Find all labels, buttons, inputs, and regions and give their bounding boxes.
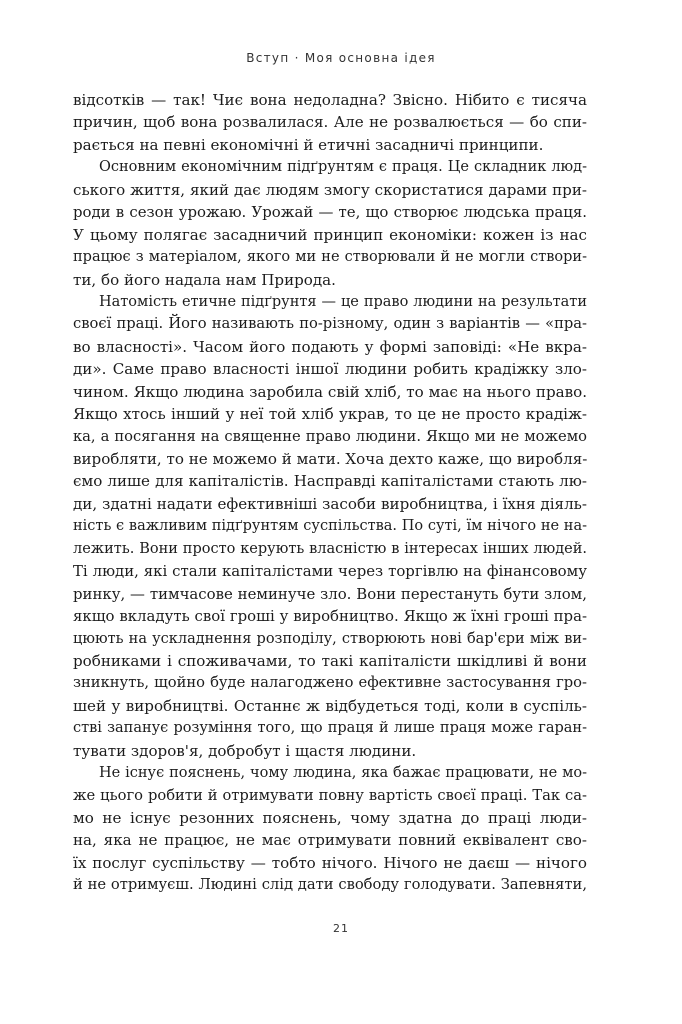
text-line: мо не існує резонних пояснень, чому здатна до праці люди- <box>73 809 587 827</box>
text-line: й не отримуєш. Людині слід дати свободу голодувати. Запевняти, <box>73 876 587 894</box>
text-line: виробляти, то не можемо й мати. Хоча дехто каже, що виробля- <box>73 450 588 468</box>
text-line: чином. Якщо людина заробила свій хліб, то має на нього право. <box>73 382 587 401</box>
text-line: Основним економічним підґрунтям є праця. Це складник люд- <box>99 159 587 176</box>
text-line: тувати здоров'я, добробут і щастя людини. <box>73 741 417 760</box>
text-line: У цьому полягає засадничий принцип економіки: кожен із нас <box>73 225 587 244</box>
text-line: же цього робити й отримувати повну вартість своєї праці. Так са- <box>73 786 587 804</box>
text-line: ди». Саме право власності іншої людини робить крадіжку зло- <box>73 360 587 379</box>
text-line: Якщо хтось інший у неї той хліб украв, то це не просто крадіж- <box>73 405 587 424</box>
text-line: рається на певні економічні й етичні засадничі принципи. <box>73 135 544 154</box>
text-line: ємо лише для капіталістів. Насправді капіталістами стають лю- <box>73 472 587 491</box>
body-text <box>73 89 587 897</box>
text-line: Натомість етичне підґрунтя — це право людини на результати <box>99 293 587 310</box>
text-line: якщо вкладуть свої гроші у виробництво. Якщо ж їхні гроші пра- <box>73 607 587 626</box>
text-line: ка, а посягання на священне право людини. Якщо ми не можемо <box>73 427 587 445</box>
text-line: ського життя, який дає людям змогу скористатися дарами при- <box>73 180 587 199</box>
text-line: ди, здатні надати ефективніші засоби виробництва, і їхня діяль- <box>73 494 587 513</box>
text-line: во власності». Часом його подають у формі заповіді: «Не вкра- <box>73 337 587 356</box>
text-line: відсотків — так! Чиє вона недоладна? Звісно. Нібито є тисяча <box>73 91 587 109</box>
text-line: Не існує пояснень, чому людина, яка бажає працювати, не мо- <box>99 765 587 782</box>
text-line: ти, бо його надала нам Природа. <box>73 270 336 289</box>
text-line: своєї праці. Його називають по-різному, один з варіантів — «пра- <box>73 315 587 333</box>
text-line: їх послуг суспільству — тобто нічого. Нічого не даєш — нічого <box>73 853 587 872</box>
text-line: робниками і споживачами, то такі капіталісти шкідливі й вони <box>73 651 587 670</box>
text-line: лежить. Вони просто керують власністю в інтересах інших людей. <box>73 540 587 557</box>
text-line: ність є важливим підґрунтям суспільства. По суті, їм нічого не на- <box>73 518 587 535</box>
text-line: роди в сезон урожаю. Урожай — те, що створює людська праця. <box>73 203 587 222</box>
text-line: стві запанує розуміння того, що праця й лише праця може гаран- <box>73 720 587 737</box>
text-line: цюють на ускладнення розподілу, створюють нові бар'єри між ви- <box>73 630 587 647</box>
text-line: шей у виробництві. Останнє ж відбудеться тоді, коли в суспіль- <box>73 696 587 715</box>
running-head: Вступ · Моя основна ідея <box>246 51 436 65</box>
text-line: Ті люди, які стали капіталістами через торгівлю на фінансовому <box>73 562 587 581</box>
text-line: працює з матеріалом, якого ми не створювали й не могли створи- <box>73 249 587 266</box>
text-line: на, яка не працює, не має отримувати повний еквівалент сво- <box>73 831 587 850</box>
text-line: причин, щоб вона розвалилася. Але не розвалюється — бо спи- <box>73 113 587 132</box>
page-number: 21 <box>333 922 349 935</box>
text-line: ринку, — тимчасове неминуче зло. Вони перестануть бути злом, <box>73 584 587 603</box>
text-line: зникнуть, щойно буде налагоджено ефективне застосування гро- <box>73 674 587 692</box>
